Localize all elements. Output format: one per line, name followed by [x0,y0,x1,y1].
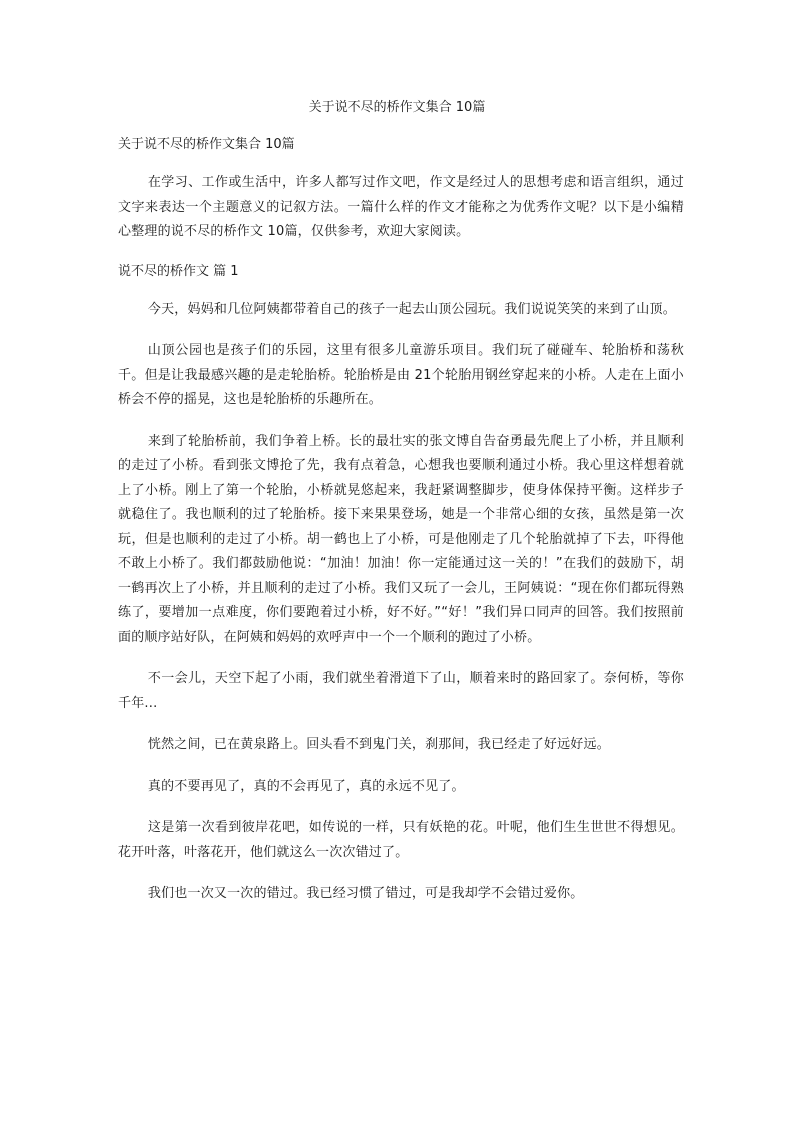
document-title: 关于说不尽的桥作文集合 10篇 [308,100,486,115]
document-body [118,135,684,924]
body-paragraph: 这是第一次看到彼岸花吧，如传说的一样，只有妖艳的花。叶呢，他们生生世世不得想见。花开叶落，叶落花开，他们就这么一次次错过了。 [118,820,684,860]
body-paragraph: 恍然之间，已在黄泉路上。回头看不到鬼门关，刹那间，我已经走了好远好远。 [147,737,610,752]
body-paragraph: 今天，妈妈和几位阿姨都带着自己的孩子一起去山顶公园玩。我们说说笑笑的来到了山顶。 [147,301,676,317]
section-heading: 说不尽的桥作文 篇 1 [118,263,239,279]
body-paragraph: 真的不要再见了，真的不会再见了，真的永远不见了。 [147,778,465,794]
body-paragraph: 山顶公园也是孩子们的乐园，这里有很多儿童游乐项目。我们玩了碰碰车、轮胎桥和荡秋千。但是让我最感兴趣的是走轮胎桥。轮胎桥是由 21个轮胎用钢丝穿起来的小桥。人走在上面小桥会不停的摇晃，这也是轮胎桥的乐趣所在。 [118,343,684,407]
body-paragraph: 我们也一次又一次的错过。我已经习惯了错过，可是我却学不会错过爱你。 [147,886,584,901]
body-paragraph: 来到了轮胎桥前，我们争着上桥。长的最壮实的张文博自告奋勇最先爬上了小桥，并且顺利的走过了小桥。看到张文博抢了先，我有点着急，心想我也要顺利通过小桥。我心里这样想着就上了小桥。刚上了第一个轮胎，小桥就晃悠起来，我赶紧调整脚步，使身体保持平衡。这样步子就稳住了。我也顺利的过了轮胎桥。接下来果果登场，她是一个非常心细的女孩，虽然是第一次玩，但是也顺利的走过了小桥。胡一鹤也上了小桥，可是他刚走了几个轮胎就掉了下去，吓得他不敢上小桥了。我们都鼓励他说：“加油！加油！你一定能通过这一关的！”在我们的鼓励下，胡一鹤再次上了小桥，并且顺利的走过了小桥。我们又玩了一会儿，王阿姨说：“现在你们都玩得熟练了，要增加一点难度，你们要跑着过小桥，好不好。”“好！”我们异口同声的回答。我们按照前面的顺序站好队，在阿姨和妈妈的欢呼声中一个一个顺利的跑过了小桥。 [118,433,684,645]
document-subtitle: 关于说不尽的桥作文集合 10篇 [118,137,295,152]
intro-paragraph: 在学习、工作或生活中，许多人都写过作文吧，作文是经过人的思想考虑和语言组织，通过文字来表达一个主题意义的记叙方法。一篇什么样的作文才能称之为优秀作文呢？以下是小编精心整理的说不尽的桥作文 10篇，仅供参考，欢迎大家阅读。 [118,175,684,239]
body-paragraph: 不一会儿，天空下起了小雨，我们就坐着滑道下了山，顺着来时的路回家了。奈何桥，等你千年... [118,671,684,711]
